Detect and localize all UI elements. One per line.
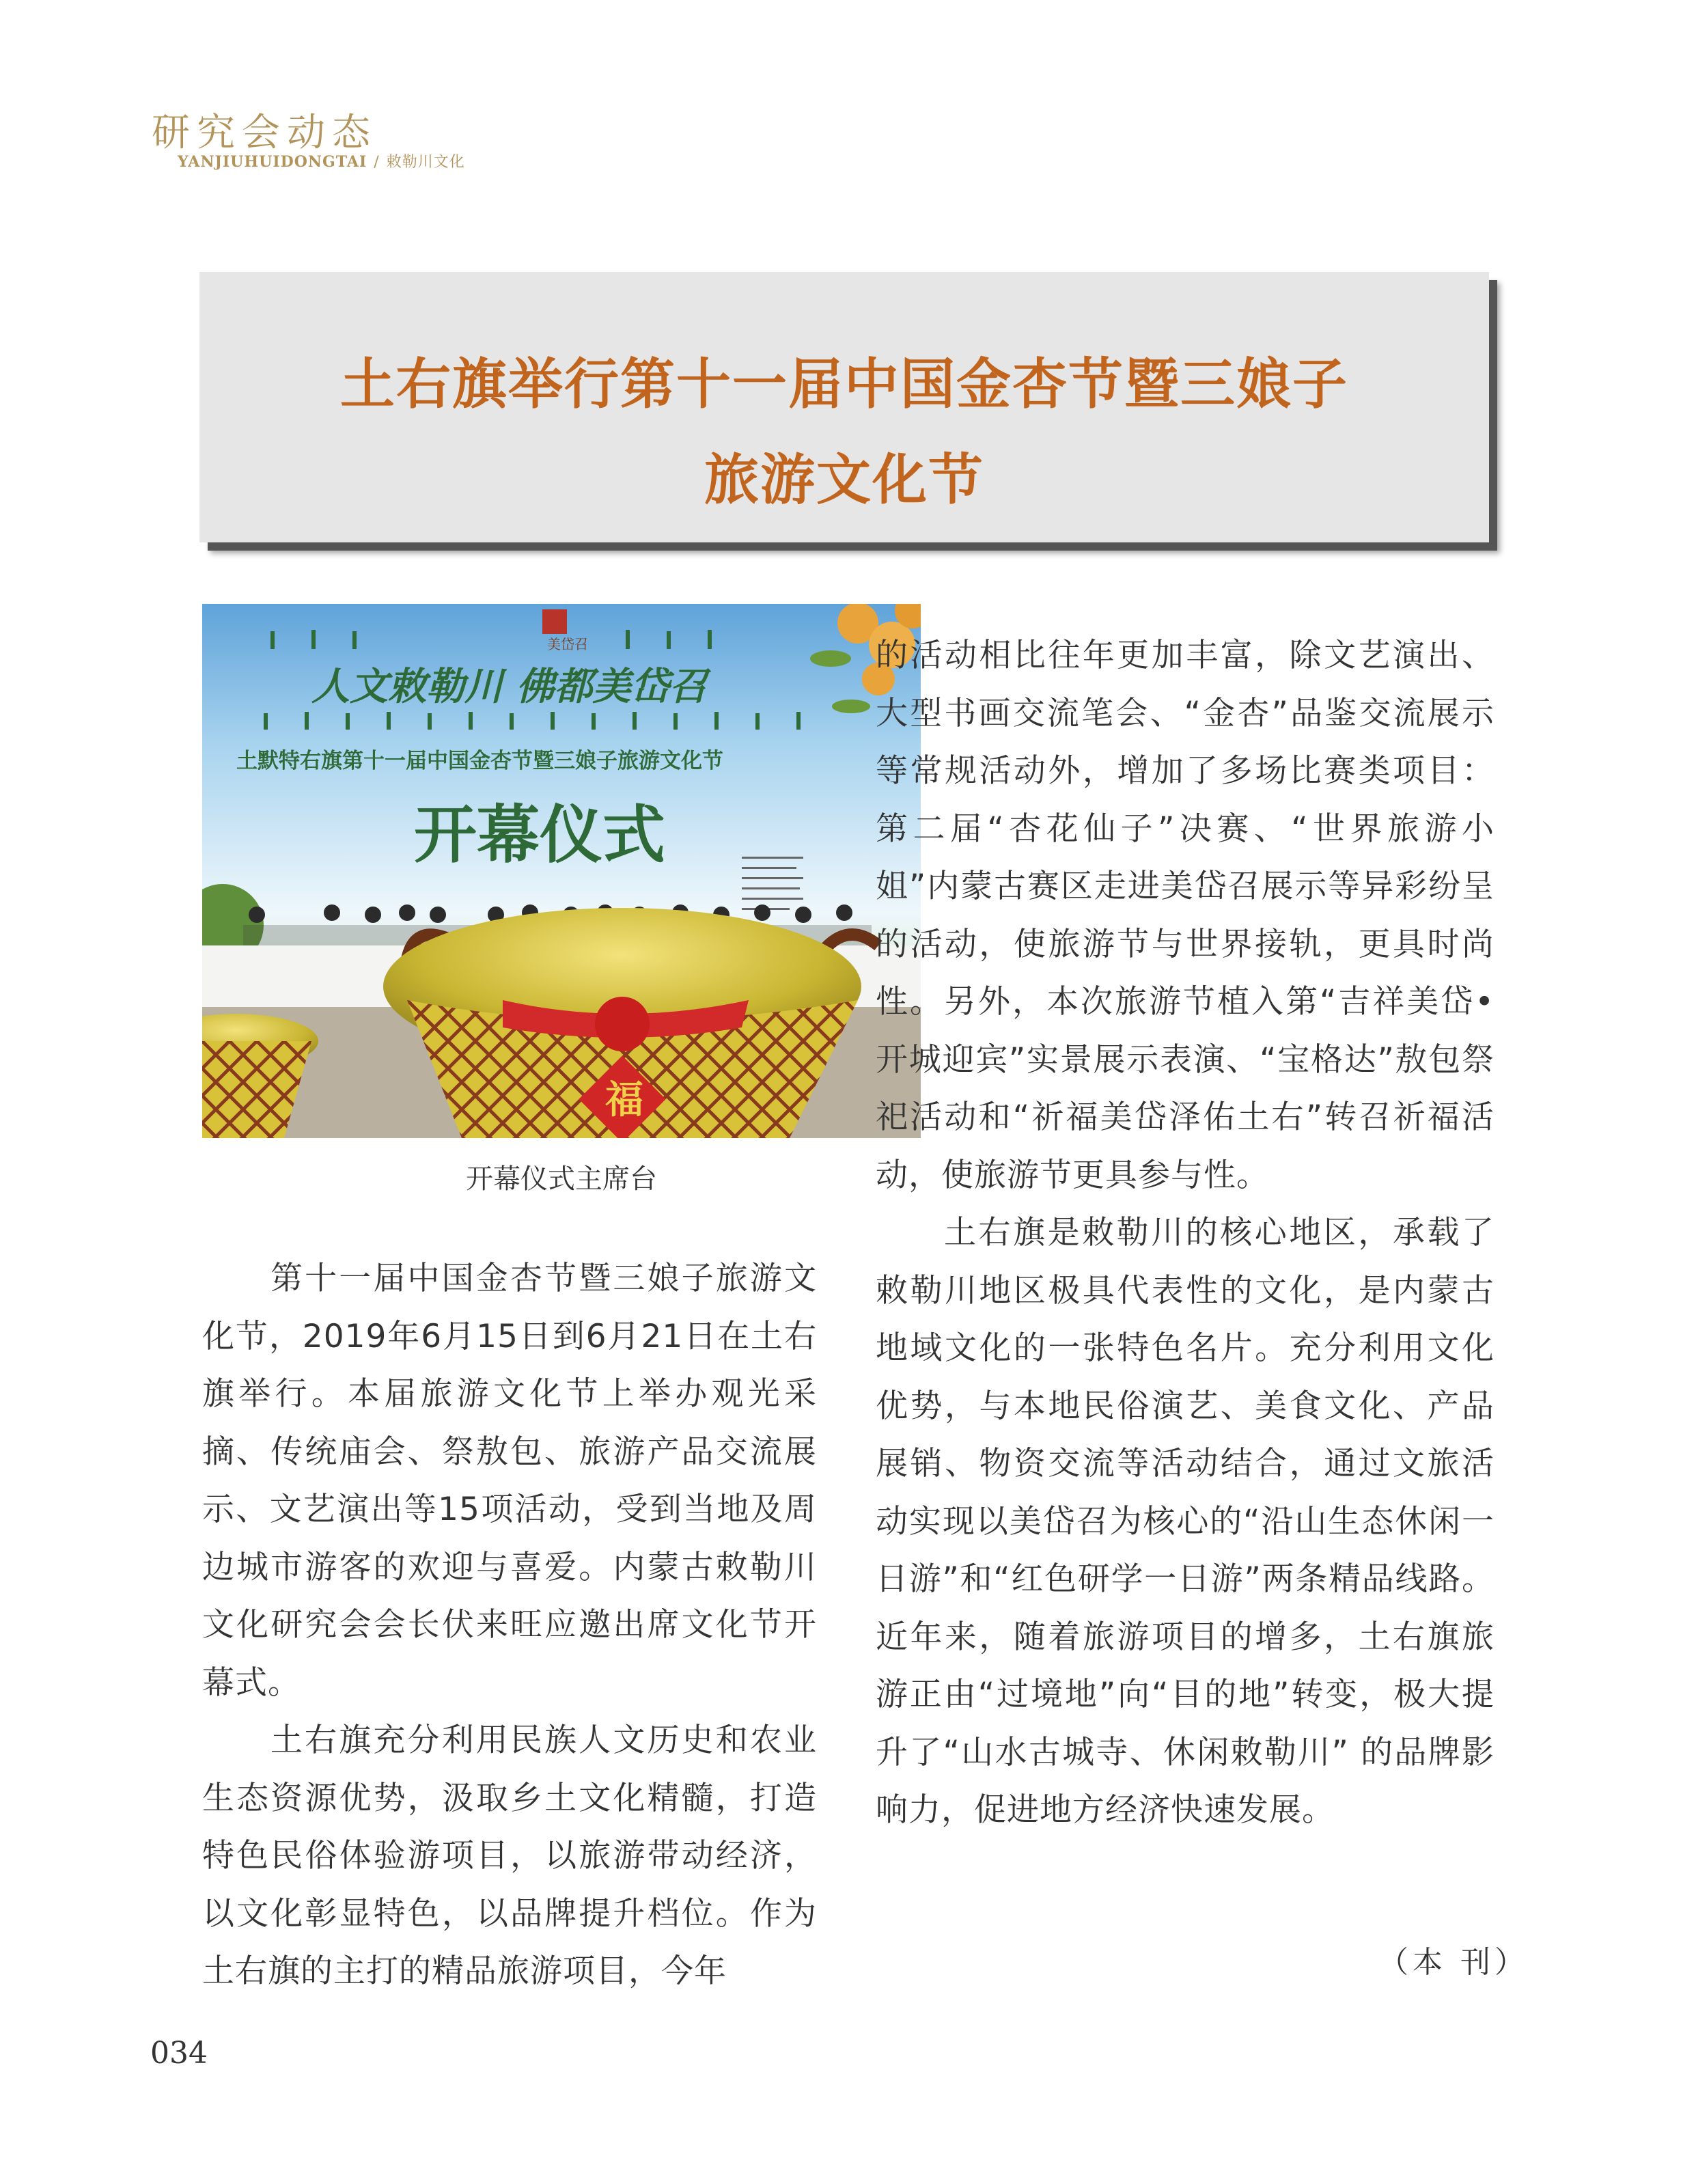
article-paragraph: 土右旗充分利用民族人文历史和农业生态资源优势，汲取乡土文化精髓，打造特色民俗体验游项目，以旅游带动经济，以文化彰显特色，以品牌提升档位。作为土右旗的主打的精品旅游项目，今年 <box>202 1722 817 1990</box>
publication-name: 敕勒川文化 <box>386 154 465 171</box>
article-paragraph: 土右旗是敕勒川的核心地区，承载了敕勒川地区极具代表性的文化，是内蒙古地域文化的一张特色名片。充分利用文化优势，与本地民俗演艺、美食文化、产品展销、物资交流等活动结合，通过文旅活动实现以美岱召为核心的“沿山生态休闲一日游”和“红色研学一日游”两条精品线路。近年来，随着旅游项目的增多，土右旗旅游正由“过境地”向“目的地”转变，极大提升了“山水古城寺、休闲敕勒川” 的品牌影响力，促进地方经济快速发展。 <box>876 1214 1495 1829</box>
article-title-box <box>199 272 1489 542</box>
section-pinyin: YANJIUHUIDONGTAI <box>178 153 367 171</box>
section-subtitle <box>178 150 465 171</box>
apricot-basket <box>383 908 878 1138</box>
article-paragraph: 第十一届中国金杏节暨三娘子旅游文化节，2019年6月15日到6月21日在土右旗举行。本届旅游文化节上举办观光采摘、传统庙会、祭敖包、旅游产品交流展示、文艺演出等15项活动，受到当地及周边城市游客的欢迎与喜爱。内蒙古敕勒川文化研究会会长伏来旺应邀出席文化节开幕式。 <box>202 1260 817 1702</box>
header-separator: / <box>374 154 380 171</box>
ceremony-photo <box>202 604 921 1138</box>
page-number: 034 <box>150 2036 208 2071</box>
banner-ceremony-title: 开幕仪式 <box>414 798 666 872</box>
article-title-line-1: 土右旗举行第十一届中国金杏节暨三娘子 <box>340 353 1348 416</box>
article-body-left-column <box>202 1250 817 2001</box>
photo-caption: 开幕仪式主席台 <box>466 1163 657 1195</box>
article-title-line-2: 旅游文化节 <box>704 448 984 512</box>
article-paragraph: 的活动相比往年更加丰富，除文艺演出、大型书画交流笔会、“金杏”品鉴交流展示等常规活动外，增加了多场比赛类项目：第二届“杏花仙子”决赛、“世界旅游小姐”内蒙古赛区走进美岱召展示等异彩纷呈的活动，使旅游节与世界接轨，更具时尚性。另外，本次旅游节植入第“吉祥美岱•开城迎宾”实景展示表演、“宝格达”敖包祭祀活动和“祈福美岱泽佑土右”转召祈福活动，使旅游节更具参与性。 <box>876 637 1495 1194</box>
banner-slogan: 人文敕勒川 佛都美岱召 <box>311 664 708 709</box>
article-byline: （本 刊） <box>1378 1945 1529 1980</box>
banner-event-name: 土默特右旗第十一届中国金杏节暨三娘子旅游文化节 <box>236 749 723 773</box>
banner-logo-text: 美岱召 <box>547 636 588 652</box>
article-body-right-column <box>876 627 1495 1840</box>
basket-fu-sign: 福 <box>605 1077 643 1122</box>
section-title: 研究会动态 <box>152 111 377 155</box>
